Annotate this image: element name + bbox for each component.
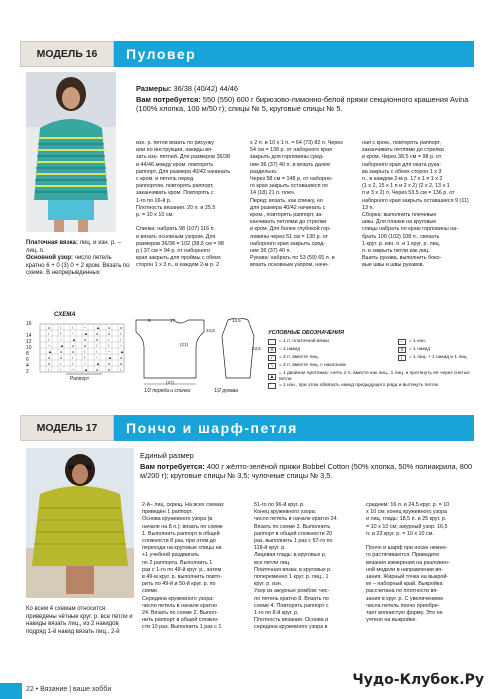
model16-left-notes [26, 240, 130, 278]
scheme-symbol: o [48, 361, 51, 366]
footer-page: 22 • Вязание | ваше хобби [26, 686, 112, 693]
rapport-label: Раппорт [70, 376, 90, 382]
legend-symbol: \ [268, 363, 276, 369]
scheme-symbol: \ [72, 325, 74, 330]
scheme-symbol: \ [120, 337, 122, 342]
dim-label: (21) [180, 342, 189, 347]
base-value: число петель кратно 6 + 0 (3) 0 + 2 кром. Вязать по схеме. В непрерывденных [26, 255, 130, 277]
model16-sizes [136, 84, 476, 93]
left-caption-text: Ко всем 4 схемам относится: приведены чётные круг. р. все петли и накиды вязать лиц., из 2 накидов подряд 1-й накид вязать лиц., 2-й [26, 606, 133, 635]
dim-label: 53,5 [252, 346, 261, 351]
scheme-symbol: ▲ [48, 349, 52, 354]
scheme-symbol: − [72, 367, 75, 372]
legend-row [268, 347, 300, 353]
scheme-symbol: / [60, 361, 62, 366]
legend-row [398, 355, 467, 361]
scheme-symbol: ▲ [72, 337, 76, 342]
model16-title: Пуловер [114, 41, 474, 67]
scheme-symbol: / [60, 325, 62, 330]
scheme-symbol: o [108, 361, 111, 366]
row-label: 16 [26, 321, 32, 327]
legend-row [398, 339, 426, 345]
model16-scheme [26, 312, 128, 382]
legend-symbol: o [398, 347, 406, 353]
legend-text: = 1 двойная протяжка: снять 2 п. вместе как лиц., 1 лиц. и протянуть её через снятые петли [278, 371, 470, 382]
legend-symbol [268, 339, 276, 345]
scheme-symbol: o [48, 355, 51, 360]
row-label: 12 [26, 339, 32, 345]
need-label: Вам потребуется: [136, 95, 201, 104]
legend-text: = 2 п. вместе лиц. [279, 355, 319, 360]
legend-text: = 1 изн., при этом обвязать накид предыдущего ряда и вытянуть петлю [279, 383, 439, 388]
scheme-symbol: ▲ [108, 355, 112, 360]
model17-need [140, 462, 480, 480]
dim-label: (27) [166, 380, 175, 385]
legend-text: = 1 накид [279, 347, 301, 352]
scheme-title: СХЕМА [54, 312, 76, 318]
scheme-symbol: − [60, 337, 63, 342]
scheme-symbol: / [72, 355, 74, 360]
scheme-symbol: o [96, 337, 99, 342]
model17-banner [20, 415, 474, 441]
scheme-symbol: o [108, 367, 111, 372]
legend [268, 330, 478, 396]
scheme-symbol: o [72, 343, 75, 348]
footer-accent-bar [0, 683, 22, 699]
legend-text: = 1 накид [409, 347, 431, 352]
scheme-symbol: / [48, 367, 50, 372]
scheme-symbol: \ [60, 331, 62, 336]
scheme-symbol: o [108, 325, 111, 330]
legend-symbol: ▲ [269, 373, 275, 380]
need-value: 400 г жёлто-зелёной пряжи Bobbel Cotton (50% хлопка, 50% полиакрила, 800 м/200 г); круговые спицы № 3,5; чулочные спицы № 3,5. [140, 462, 473, 480]
model17-size: Единый размер [140, 451, 194, 460]
dim-label: 24,5 [206, 328, 215, 333]
sizes-label: Размеры: [136, 84, 172, 93]
model17-col3: среднем: 16 п. и 24,5 круг. р. = 10 х 10 см; конец кружевного узора и лиц. гладь: 18,5 п. и 25 круг. р. = 10 х 10 см; ажурный узор: 16,5 п. и 23 круг. р. = 10 х 10 см. Пончо и шарф при носке немно- го растягиваются. Приведите вязания измерения на разложен- ной модели в направлении вя- зания. Жирный точка на выкрой- ке – наборный край. Выкройка рассчитана по плотности вя- зания в круг. р. С увеличением числа петель пончо приобре- тает волнистую форму. Это не учтено на выкройке. [366, 502, 450, 624]
legend-symbol [268, 383, 276, 389]
row-label: 4 [26, 363, 29, 369]
row-label: 6 [26, 357, 29, 363]
model17-title: Пончо и шарф-петля [114, 415, 474, 441]
scheme-symbol: o [72, 349, 75, 354]
scheme-symbol: ▲ [84, 367, 88, 372]
legend-row [268, 363, 346, 369]
legend-row [268, 383, 478, 389]
legend-symbol: / [268, 355, 276, 361]
model16-col1: изн. р. петли вязать по рисунку или по инструкции, накиды вя- зать изн. петлей. Для размеров 36/38 и 44/46 между кром. повторять раппорт. Для размера 40/42 начинать с кром. и петель перед раппортом, повторять раппорт, заканчивать кром. Повторять с 1-го по 16-й р. Плотность вязания. 20 п. и 25,5 р. = 10 х 10 см. Спинка: набрать 98 (107) 116 п. и вязать основным узором. Для размеров 36/38 = 102 (38,5 см = 98 р.) 37 см = 94 р. от наборного края закрыть для проймы с обеих сторон 1 х 3 п., в каждом 2-м р. 2 [136, 140, 231, 269]
model16-tag: МОДЕЛЬ 16 [20, 41, 114, 67]
legend-symbol: │ [398, 355, 406, 361]
model17-col1: 2-й– лиц. скрещ. На всех схемах приведён 1 раппорт. Основа кружевного узора (в начале на 8 п.): вязать по схеме 1. Выполнить раппорт в общей сложности 8 раз, при этом до перехода на круговые спицы на +1 учебной раздвигать по 2 раппорта. Выполнить 1 раз с 1-го по 48-й круг. р., затем в 49-м круг. р. выполнить повто- рить по 49-й и 50-й круг. р. по схеме. Середина кружевного узора: число петель в начале кратно 24. Вязать по схеме 2. Выпол- нить раппорт в общей сложно- сти 10 раз. Выполнить 1 раз с 1 [142, 502, 224, 631]
model16-pattern-sleeve [214, 318, 264, 396]
scheme-symbol: o [96, 331, 99, 336]
scheme-symbol: o [120, 361, 123, 366]
row-label: 10 [26, 345, 32, 351]
scheme-symbol: \ [60, 367, 62, 372]
site-watermark: Чудо-Клубок.Ру [352, 672, 484, 688]
scheme-symbol: o [60, 349, 63, 354]
scheme-symbol: \ [48, 337, 50, 342]
scheme-symbol: / [96, 343, 98, 348]
legend-symbol: − [398, 339, 406, 345]
scheme-symbol: o [84, 337, 87, 342]
legend-text: = 1 лиц. + 1 накид и 1 лиц [409, 355, 467, 360]
left-note-label: Платочная вязка: [26, 240, 78, 246]
legend-text: = 1 изн. [409, 339, 426, 344]
scheme-symbol: o [108, 331, 111, 336]
left-note-value: лиц. и изн. р. – лиц. п. [26, 240, 121, 254]
scheme-symbol: \ [108, 343, 110, 348]
model17-left-caption [26, 606, 136, 636]
model16-need [136, 95, 476, 113]
row-label: 14 [26, 333, 32, 339]
legend-row [268, 355, 319, 361]
scheme-row-labels [26, 320, 38, 375]
sizes-value: 36/38 (40/42) 44/46 [173, 84, 238, 93]
model16-col2: х 2 п. и 10 х 1 п. = 64 (73) 82 п. Через 54 см = 138 р. от наборного края закрыть для горловины сред- ние 36 (37) 40 п. и вязать далее раздельно. Через 58 см = 148 р. от наборно- го края закрыть оставшиеся по 14 (18) 21 п. плеч. Перед: вязать, как спинку, но для размера 40/42 начинать с кром., повторять раппорт, за- канчивать петлями до стрелки и кром. Для более глубокой гор- ловины через 51 см = 130 р. от наборного края закрыть сред- ние 36 (37) 40 п. Рукава: набрать по 53 (59) 65 п. и вязать основным узором, начи- [250, 140, 343, 269]
model17-col2: 51-го по 96-й круг. р. Конец кружевного узора: число петель в начале кратно 24. Вязать по схеме 3. Выполнить раппорт в общей сложности 20 раз, выполнить 1 раз с 97-го по 118-й круг. р. Лицевая гладь: в круговых р. все петли лиц. Платочная вязка: в круговых р. попеременно 1 круг. р. лиц., 1 круг. р. изн. Узор из ажурных ромбов: чис- ло петель кратно 8. Вязать по схеме 4. Повторять раппорт с 1-го по 8-й круг. р. Плотность вязания. Основа и середина кружевного узора в [254, 502, 338, 631]
need-value: 550 (550) 600 г бирюзово-лимонно-белой пряжи секционного крашения Avina (100% хлопка, 100 м/50 г); спицы № 5, круговые спицы № 5. [136, 95, 469, 113]
legend-symbol: o [268, 347, 276, 353]
scheme-symbol: ▲ [84, 331, 88, 336]
scheme-symbol: o [96, 367, 99, 372]
dim-label: 13,5 [232, 318, 241, 323]
model17-photo [26, 448, 134, 598]
scheme-symbol: \ [84, 355, 86, 360]
scheme-symbol: − [120, 343, 123, 348]
scheme-symbol: − [96, 355, 99, 360]
row-label: 2 [26, 369, 29, 375]
scheme-symbol: ▲ [96, 325, 100, 330]
legend-row [268, 339, 329, 345]
dim-label: 17 [170, 318, 176, 323]
dim-label: 9 [148, 318, 151, 323]
scheme-symbol: − [72, 331, 75, 336]
legend-row [398, 347, 430, 353]
model16-photo [26, 72, 116, 232]
pattern-caption: 1/2 переда и спинки [144, 388, 191, 394]
pattern-caption: 1/2 рукава [214, 388, 238, 394]
scheme-symbol: o [84, 343, 87, 348]
row-label: 8 [26, 351, 29, 357]
scheme-symbol: o [120, 325, 123, 330]
legend-text: = 1 п. платочной вязки [279, 339, 329, 344]
scheme-symbol: − [84, 361, 87, 366]
scheme-symbol: / [48, 331, 50, 336]
legend-row [268, 371, 478, 383]
legend-text: = 2 п. вместе лиц. с наклоном [279, 363, 346, 368]
scheme-symbol: − [48, 343, 51, 348]
need-label: Вам потребуется: [140, 462, 205, 471]
scheme-symbol: / [108, 337, 110, 342]
scheme-symbol: o [60, 355, 63, 360]
scheme-symbol: / [84, 349, 86, 354]
base-label: Основной узор: [26, 255, 74, 262]
magazine-name: Вязание | ваше хобби [40, 686, 112, 693]
scheme-symbol: / [120, 367, 122, 372]
model16-banner [20, 41, 474, 67]
scheme-symbol: ▲ [96, 361, 100, 366]
scheme-symbol: \ [96, 349, 98, 354]
scheme-symbol: o [48, 325, 51, 330]
scheme-symbol: − [84, 325, 87, 330]
model17-tag: МОДЕЛЬ 17 [20, 415, 114, 441]
page-number: 22 [26, 686, 34, 693]
scheme-symbol: ▲ [60, 343, 64, 348]
scheme-symbol: \ [72, 361, 74, 366]
scheme-symbol: − [108, 349, 111, 354]
legend-title: УСЛОВНЫЕ ОБОЗНАЧЕНИЯ [268, 330, 344, 336]
scheme-symbol: ▲ [120, 349, 124, 354]
scheme-grid [26, 320, 128, 382]
model16-col3: ная с кром., повторять раппорт, заканчивать петлями до стрелки и кром. Через 38,5 см = 98 р. от наборного края для оката рука- ва закрыть с обеих сторон 1 х 3 п., в каждом 2-м р. 17 х 1 п 1 х 2 (1 х 2, 15 х 1 п и 2 х 2) (2 х 2, 13 х 1 п и 3 х 2) п. Через 53,5 см = 136 р. от наборного края закрыть оставшиеся 9 (11) 13 п. Сборка: выполнить плечевые швы. Для планки на круговые спицы набрать по краю горловины на- брать 100 (102) 108 п., связать 1 круг. р. изн. п. и 1 круг. р. лиц. п. и закрыть петли как лиц. Вшить рукава, выполнить боко- вые швы и швы рукавов. [362, 140, 469, 269]
scheme-symbol: o [120, 355, 123, 360]
scheme-symbol: / [120, 331, 122, 336]
